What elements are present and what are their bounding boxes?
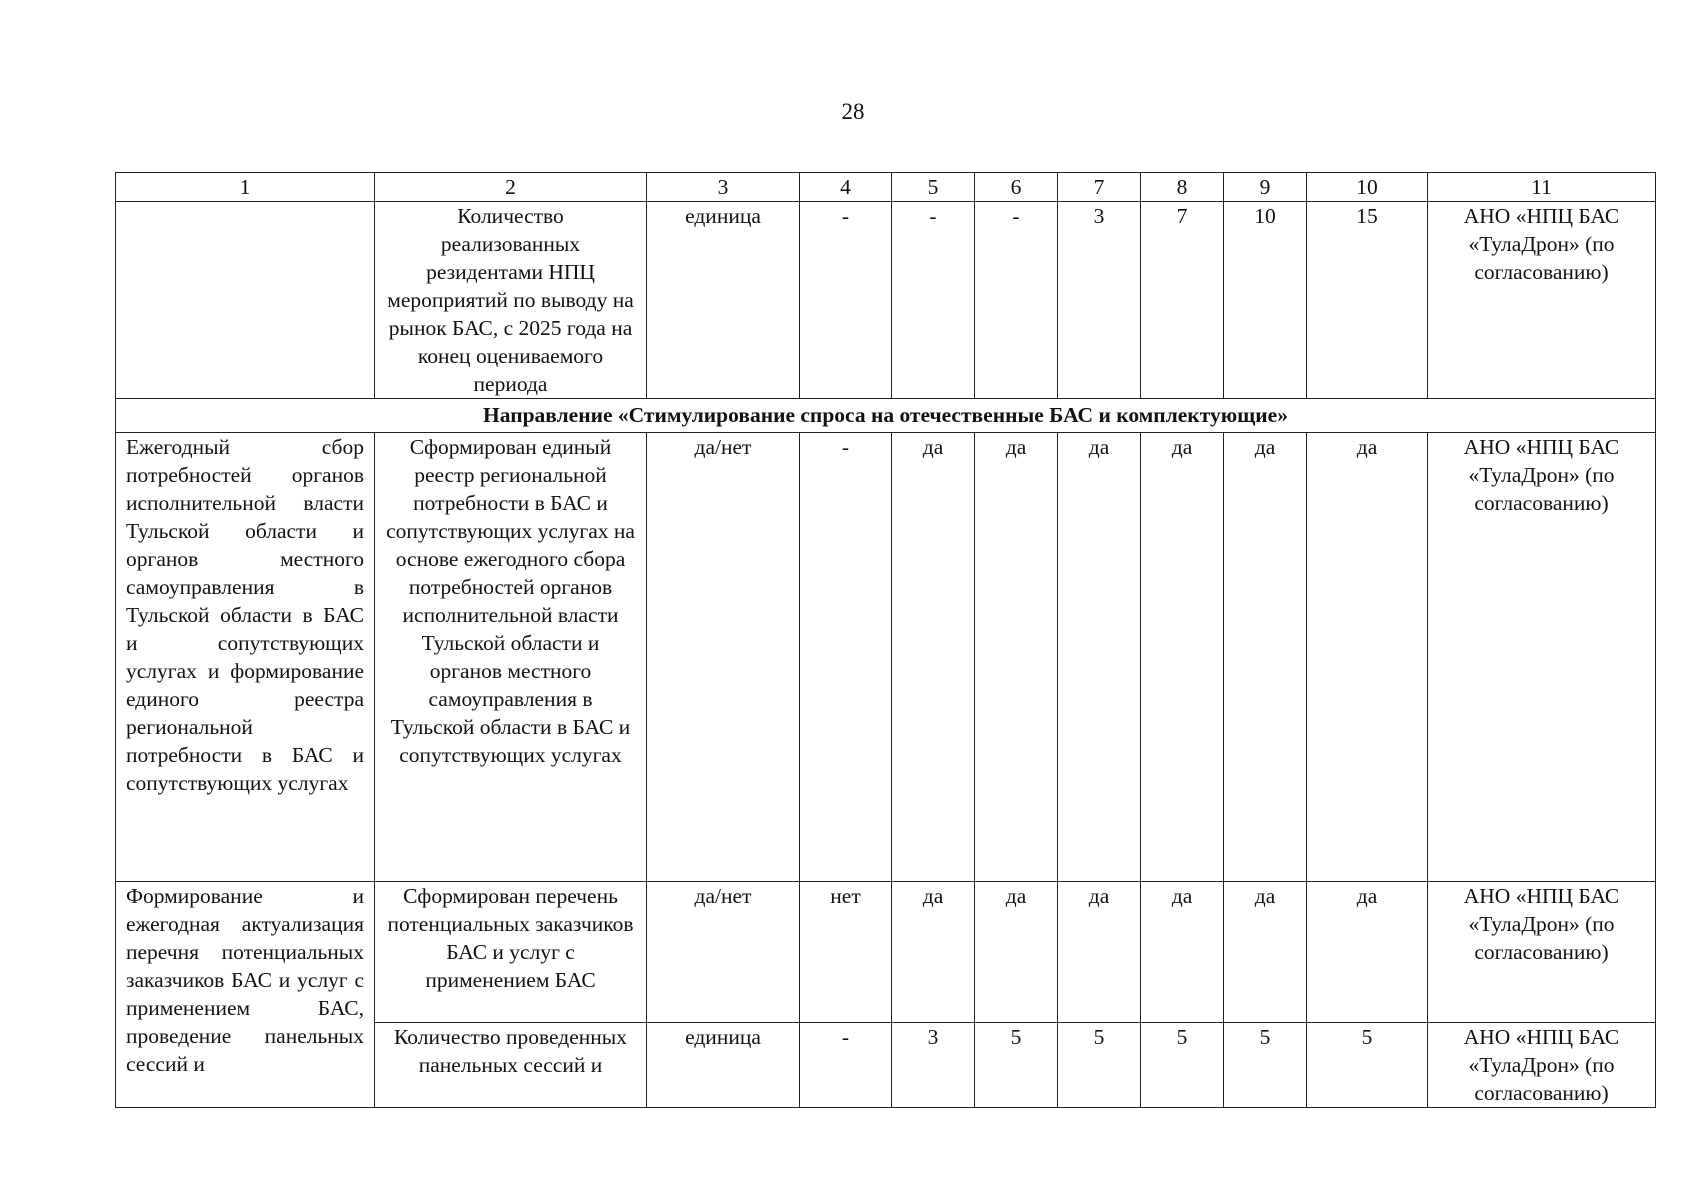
section-title: Направление «Стимулирование спроса на отечественные БАС и комплектующие» (116, 399, 1656, 433)
value-cell: 5 (1141, 1023, 1224, 1108)
value-cell: 5 (1224, 1023, 1307, 1108)
column-number: 10 (1307, 173, 1428, 202)
value-cell: - (800, 433, 892, 882)
value-cell: - (800, 1023, 892, 1108)
value-cell: да (1224, 433, 1307, 882)
table-row (116, 433, 1656, 882)
column-number: 6 (975, 173, 1058, 202)
table-row (116, 882, 1656, 1023)
value-cell: 3 (1058, 202, 1141, 399)
table-row (116, 202, 1656, 399)
responsible-cell: АНО «НПЦ БАС «ТулаДрон» (по согласованию) (1428, 433, 1656, 882)
column-number: 8 (1141, 173, 1224, 202)
value-cell: 10 (1224, 202, 1307, 399)
value-cell: да (975, 882, 1058, 1023)
value-cell: да (1307, 433, 1428, 882)
unit-cell: да/нет (647, 882, 800, 1023)
value-cell: да (1224, 882, 1307, 1023)
unit-cell: единица (647, 202, 800, 399)
value-cell: да (975, 433, 1058, 882)
column-number: 7 (1058, 173, 1141, 202)
section-row (116, 399, 1656, 433)
value-cell: 3 (892, 1023, 975, 1108)
column-number: 11 (1428, 173, 1656, 202)
measure-cell: Формирование и ежегодная актуализация перечня потенциальных заказчиков БАС и услуг с применением БАС, проведение панельных сессий и (116, 882, 375, 1108)
value-cell: 5 (975, 1023, 1058, 1108)
value-cell: да (1058, 882, 1141, 1023)
value-cell: 7 (1141, 202, 1224, 399)
indicator-cell: Сформирован единый реестр региональной потребности в БАС и сопутствующих услугах на основе ежегодного сбора потребностей органов исполнительной власти Тульской области и органов местного самоуправления в Тульской области в БАС и сопутствующих услугах (375, 433, 647, 882)
responsible-cell: АНО «НПЦ БАС «ТулаДрон» (по согласованию) (1428, 882, 1656, 1023)
value-cell: 5 (1058, 1023, 1141, 1108)
value-cell: да (1058, 433, 1141, 882)
column-number: 9 (1224, 173, 1307, 202)
indicators-table (115, 172, 1656, 1108)
column-numbers-row (116, 173, 1656, 202)
value-cell: да (1141, 882, 1224, 1023)
value-cell: да (1141, 433, 1224, 882)
value-cell: да (892, 433, 975, 882)
column-number: 4 (800, 173, 892, 202)
page-number: 28 (841, 99, 865, 124)
indicator-cell: Количество реализованных резидентами НПЦ мероприятий по выводу на рынок БАС, с 2025 года на конец оцениваемого периода (375, 202, 647, 399)
value-cell: - (800, 202, 892, 399)
measure-cell (116, 202, 375, 399)
value-cell: 15 (1307, 202, 1428, 399)
column-number: 5 (892, 173, 975, 202)
value-cell: 5 (1307, 1023, 1428, 1108)
value-cell: да (892, 882, 975, 1023)
responsible-cell: АНО «НПЦ БАС «ТулаДрон» (по согласованию) (1428, 1023, 1656, 1108)
unit-cell: да/нет (647, 433, 800, 882)
responsible-cell: АНО «НПЦ БАС «ТулаДрон» (по согласованию) (1428, 202, 1656, 399)
value-cell: - (975, 202, 1058, 399)
indicator-cell: Количество проведенных панельных сессий и (375, 1023, 647, 1108)
column-number: 3 (647, 173, 800, 202)
column-number: 2 (375, 173, 647, 202)
unit-cell: единица (647, 1023, 800, 1108)
column-number: 1 (116, 173, 375, 202)
value-cell: да (1307, 882, 1428, 1023)
indicator-cell: Сформирован перечень потенциальных заказчиков БАС и услуг с применением БАС (375, 882, 647, 1023)
measure-cell: Ежегодный сбор потребностей органов исполнительной власти Тульской области и органов местного самоуправления в Тульской области в БАС и сопутствующих услугах и формирование единого реестра региональной потребности в БАС и сопутствующих услугах (116, 433, 375, 882)
value-cell: нет (800, 882, 892, 1023)
value-cell: - (892, 202, 975, 399)
